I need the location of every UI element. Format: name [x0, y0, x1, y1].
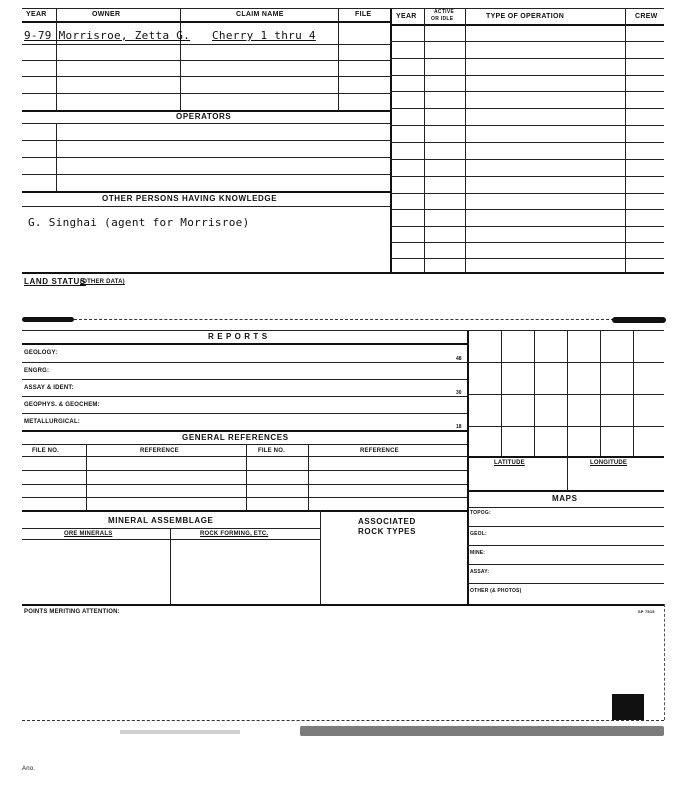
scan-smudge-left [22, 317, 74, 322]
general-references-title: GENERAL REFERENCES [182, 433, 289, 442]
margin-number-18: 18 [456, 424, 462, 430]
ref-header-reference-1: REFERENCE [140, 448, 179, 454]
ore-minerals-header: ORE MINERALS [64, 531, 113, 537]
report-geophys: GEOPHYS. & GEOCHEM: [24, 402, 100, 408]
header-year: YEAR [26, 11, 47, 18]
map-topog: TOPOG: [470, 510, 491, 516]
reports-title: R E P O R T S [208, 332, 268, 341]
activity-header-active-2: OR IDLE [431, 16, 454, 22]
map-assay: ASSAY: [470, 569, 490, 575]
form-number: SP 7515 [638, 609, 655, 614]
ref-header-reference-2: REFERENCE [360, 448, 399, 454]
report-engrg: ENGRG: [24, 368, 50, 374]
map-geol: GEOL: [470, 531, 487, 537]
activity-header-year: YEAR [396, 13, 417, 20]
report-assay: ASSAY & IDENT: [24, 385, 74, 391]
associated-rock-types-2: ROCK TYPES [358, 527, 417, 536]
entry-year-owner: 9-79 Morrisroe, Zetta G. [24, 29, 191, 42]
scan-noise-bottom [300, 726, 664, 736]
margin-number-30: 30 [456, 390, 462, 396]
operators-title: OPERATORS [176, 112, 232, 121]
points-title: POINTS MERITING ATTENTION: [24, 609, 120, 615]
margin-number-48: 48 [456, 356, 462, 362]
activity-header-crew: CREW [635, 13, 658, 20]
rock-forming-header: ROCK FORMING, ETC. [200, 531, 269, 537]
activity-header-type: TYPE OF OPERATION [486, 13, 565, 20]
header-owner: OWNER [92, 11, 121, 18]
entry-claim-name: Cherry 1 thru 4 [212, 29, 316, 42]
map-other: OTHER (& PHOTOS) [470, 588, 522, 594]
ref-header-file-2: FILE NO. [258, 448, 285, 454]
longitude-label: LONGITUDE [590, 460, 628, 466]
mineral-title: MINERAL ASSEMBLAGE [108, 516, 214, 525]
header-claim-name: CLAIM NAME [236, 11, 284, 18]
land-status-subtitle: (OTHER DATA) [80, 279, 125, 285]
footer-mark: Ano. [22, 766, 36, 772]
scan-smudge-right [612, 317, 666, 323]
report-geology: GEOLOGY: [24, 350, 58, 356]
header-file: FILE [355, 11, 372, 18]
report-metallurgical: METALLURGICAL: [24, 419, 81, 425]
ref-header-file-1: FILE NO. [32, 448, 59, 454]
other-persons-entry: G. Singhai (agent for Morrisroe) [28, 216, 250, 229]
land-status-title: LAND STATUS [24, 277, 86, 286]
scan-noise-left [120, 730, 240, 734]
associated-rock-types-1: ASSOCIATED [358, 517, 416, 526]
scan-black-box [612, 694, 644, 720]
maps-title: MAPS [552, 494, 578, 503]
map-mine: MINE: [470, 550, 486, 556]
other-persons-title: OTHER PERSONS HAVING KNOWLEDGE [102, 194, 278, 203]
activity-header-active-1: ACTIVE [434, 9, 455, 15]
latitude-label: LATITUDE [494, 460, 525, 466]
